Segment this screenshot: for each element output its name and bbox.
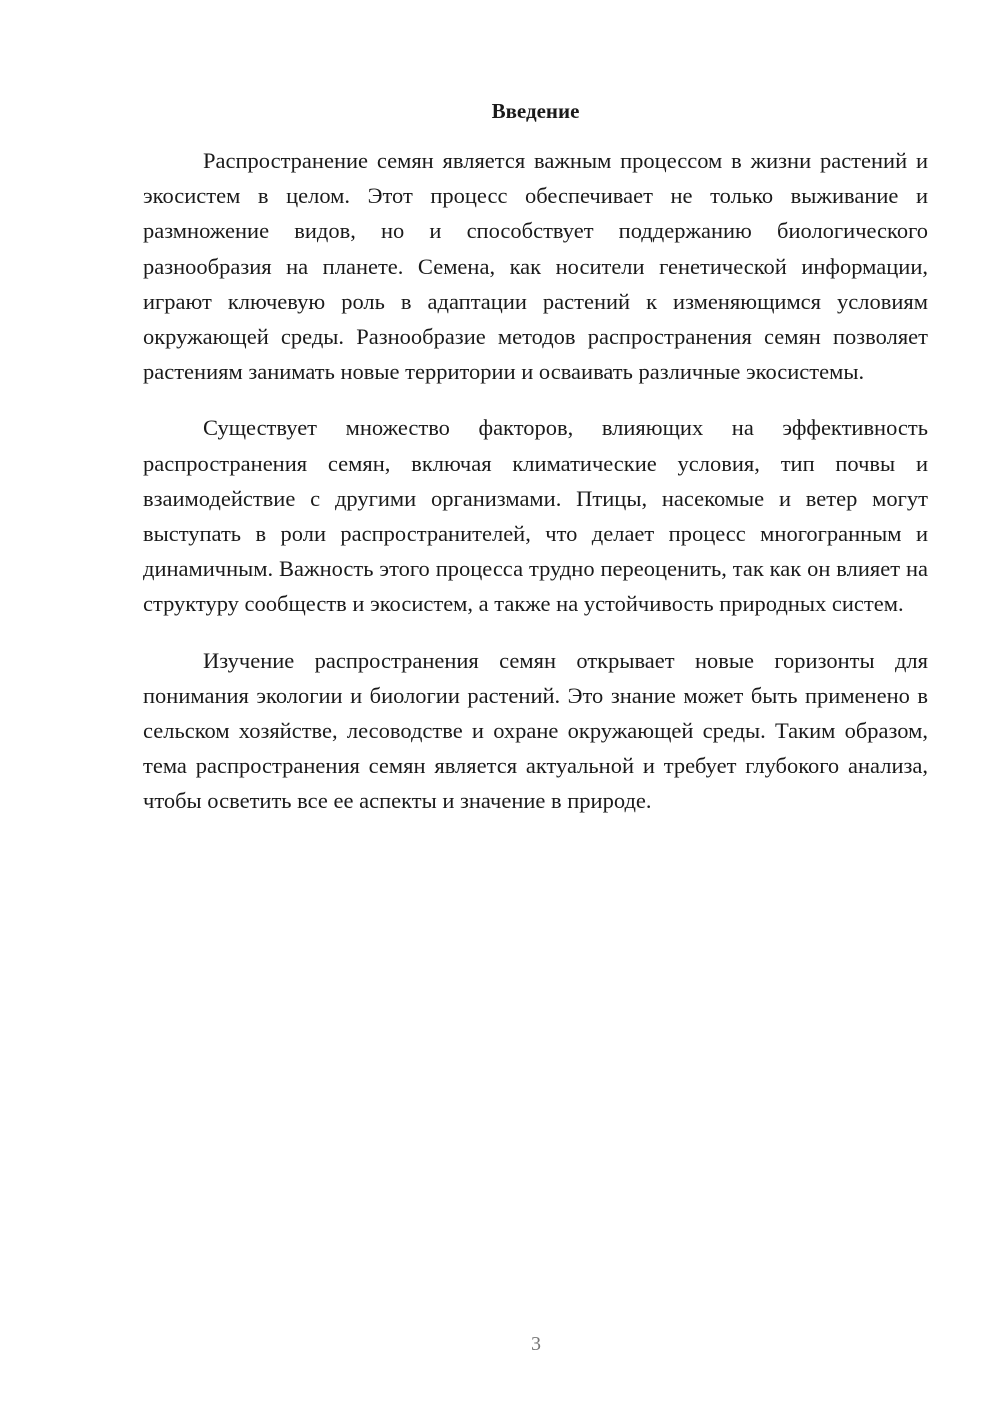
paragraph-3: Изучение распространения семян открывает новые горизонты для понимания экологии и биологии растений. Это знание может быть применено в сельском хозяйстве, лесоводстве и охране окружающей среды. Таким образом, тема распространения семян является актуальной и требует глубокого анализа, чтобы осветить все ее аспекты и значение в природе. bbox=[143, 647, 928, 814]
paragraph-2: Существует множество факторов, влияющих на эффективность распространения семян, включая климатические условия, тип почвы и взаимодействие с другими организмами. Птицы, насекомые и ветер могут выступать в роли распространителей, что делает процесс многогранным и динамичным. Важность этого процесса трудно переоценить, так как он влияет на структуру сообществ и экосистем, а также на устойчивость природных систем. bbox=[143, 415, 928, 617]
paragraph-1: Распространение семян является важным процессом в жизни растений и экосистем в целом. Этот процесс обеспечивает не только выживание и размножение видов, но и способствует поддержанию биологического разнообразия на планете. Семена, как носители генетической информации, играют ключевую роль в адаптации растений к изменяющимся условиям окружающей среды. Разнообразие методов распространения семян позволяет растениям занимать новые территории и осваивать различные экосистемы. bbox=[143, 148, 928, 385]
page-number: 3 bbox=[531, 1333, 541, 1355]
page-content bbox=[143, 96, 928, 819]
section-heading: Введение bbox=[491, 99, 580, 123]
